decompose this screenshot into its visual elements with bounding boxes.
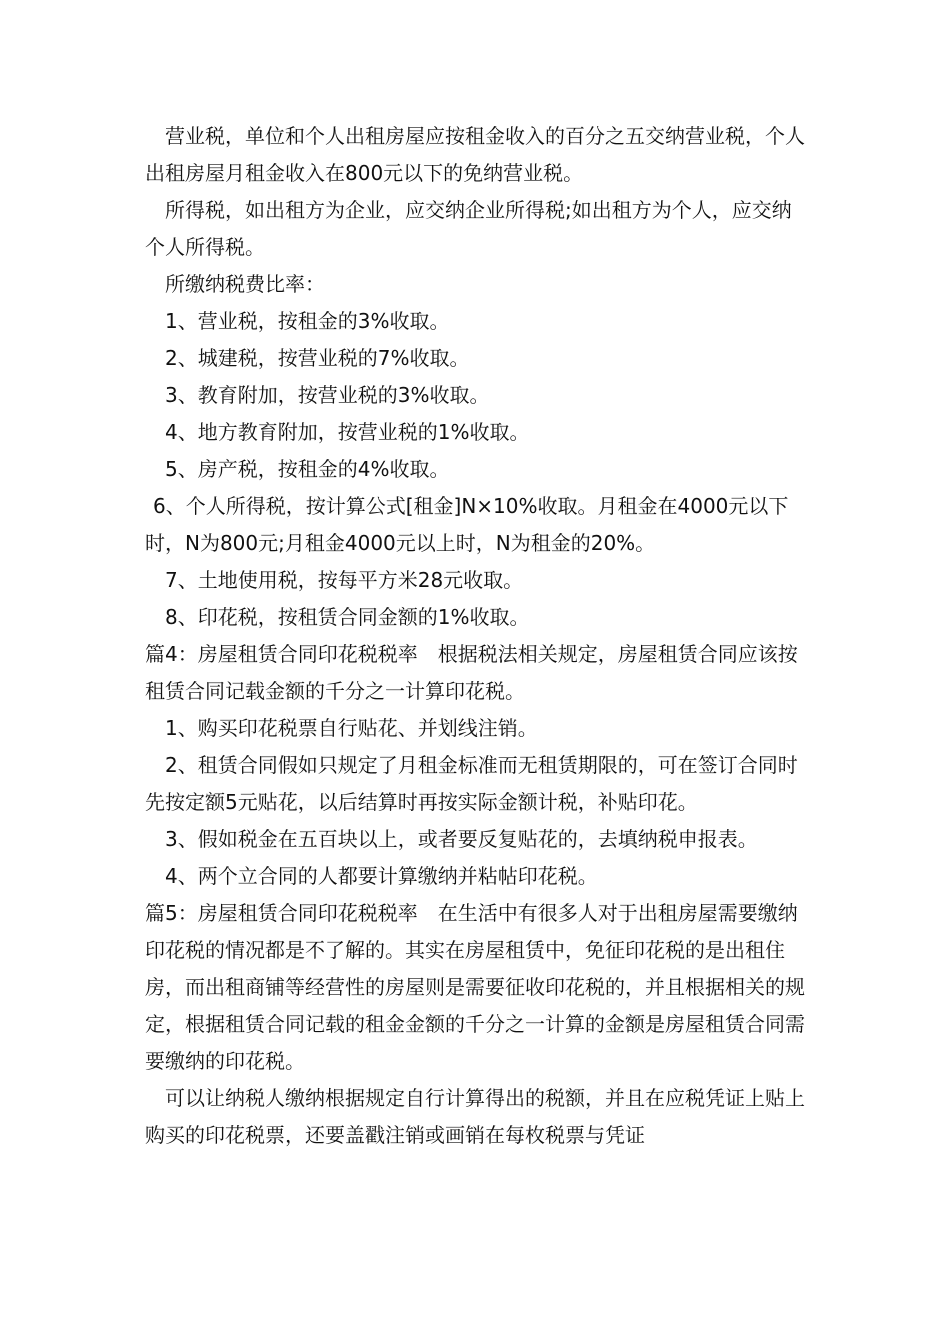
- paragraph-rate-heading: 所缴纳税费比率：: [165, 272, 325, 296]
- section-heading-part4: 篇4：房屋租赁合同印花税税率 根据税法相关规定，房屋租赁合同应该按租赁合同记载金额的千分之一计算印花税。: [145, 642, 798, 703]
- paragraph-income-tax: 所得税，如出租方为企业，应交纳企业所得税;如出租方为个人，应交纳个人所得税。: [145, 198, 792, 259]
- list-item: 4、地方教育附加，按营业税的1%收取。: [165, 420, 530, 444]
- section-heading-part5: 篇5：房屋租赁合同印花税税率 在生活中有很多人对于出租房屋需要缴纳印花税的情况都是不了解的。其实在房屋租赁中，免征印花税的是出租住房，而出租商铺等经营性的房屋则是需要征收印花税的，并且根据相关的规定，根据租赁合同记载的租金金额的千分之一计算的金额是房屋租赁合同需要缴纳的印花税。: [145, 901, 805, 1073]
- document-page: [145, 118, 810, 1154]
- paragraph-closing: 可以让纳税人缴纳根据规定自行计算得出的税额，并且在应税凭证上贴上购买的印花税票，还要盖戳注销或画销在每枚税票与凭证: [145, 1086, 805, 1147]
- list-item: 6、个人所得税，按计算公式[租金]N×10%收取。月租金在4000元以下时，N为800元;月租金4000元以上时，N为租金的20%。: [145, 494, 789, 555]
- list-item: 1、营业税，按租金的3%收取。: [165, 309, 450, 333]
- list-item: 1、购买印花税票自行贴花、并划线注销。: [165, 716, 538, 740]
- list-item: 7、土地使用税，按每平方米28元收取。: [165, 568, 524, 592]
- list-item: 2、租赁合同假如只规定了月租金标准而无租赁期限的，可在签订合同时先按定额5元贴花，以后结算时再按实际金额计税，补贴印花。: [145, 753, 798, 814]
- list-item: 4、两个立合同的人都要计算缴纳并粘帖印花税。: [165, 864, 598, 888]
- list-item: 3、教育附加，按营业税的3%收取。: [165, 383, 490, 407]
- list-item: 3、假如税金在五百块以上，或者要反复贴花的，去填纳税申报表。: [165, 827, 758, 851]
- list-item: 5、房产税，按租金的4%收取。: [165, 457, 450, 481]
- list-item: 8、印花税，按租赁合同金额的1%收取。: [165, 605, 530, 629]
- list-item: 2、城建税，按营业税的7%收取。: [165, 346, 470, 370]
- paragraph-business-tax: 营业税，单位和个人出租房屋应按租金收入的百分之五交纳营业税，个人出租房屋月租金收入在800元以下的免纳营业税。: [145, 124, 805, 185]
